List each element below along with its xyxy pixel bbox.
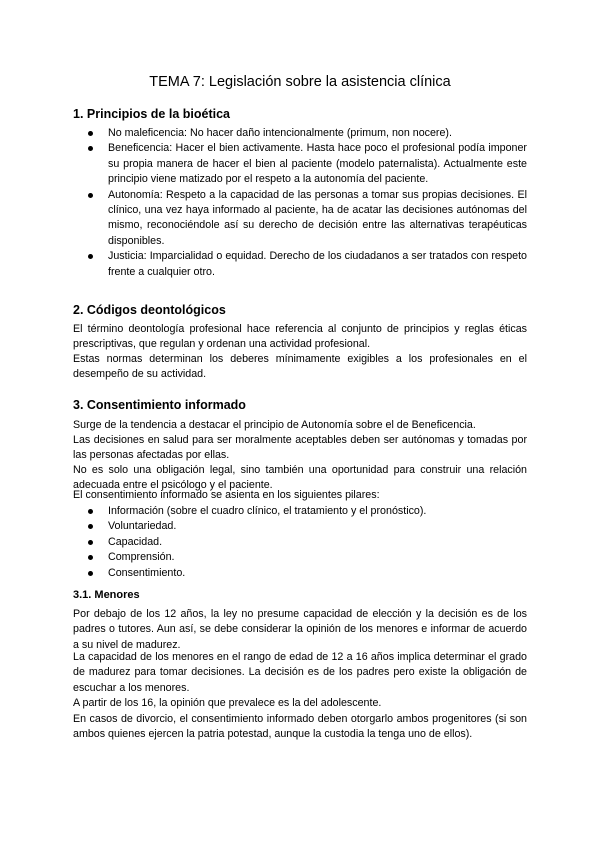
list-item (73, 519, 527, 534)
list-item (73, 188, 527, 250)
list-item (73, 249, 527, 280)
paragraph: En casos de divorcio, el consentimiento informado deben otorgarlo ambos progenitores (si son ambos quienes ejercen la patria potestad, aunque la custodia la tenga uno de ellos). (73, 713, 527, 741)
bullet-icon (88, 571, 93, 576)
paragraph: Por debajo de los 12 años, la ley no presume capacidad de elección y la decisión es de los padres o tutores. Aun así, se debe considerar la opinión de los menores e informar de acuerdo a su nivel de madurez. (73, 608, 527, 651)
list-item (73, 141, 527, 187)
bullet-icon (88, 254, 93, 259)
list-item (73, 504, 527, 519)
bioethics-principles-list (73, 126, 527, 280)
page-title: TEMA 7: Legislación sobre la asistencia clínica (149, 74, 451, 90)
list-item (73, 535, 527, 550)
list-item (73, 126, 527, 141)
bullet-icon (88, 193, 93, 198)
subsection-heading-menores: 3.1. Menores (73, 589, 140, 601)
bullet-icon (88, 524, 93, 529)
list-item-text: Información (sobre el cuadro clínico, el tratamiento y el pronóstico). (108, 505, 427, 517)
paragraph: Surge de la tendencia a destacar el principio de Autonomía sobre el de Beneficencia. (73, 419, 476, 431)
list-item-text: Autonomía: Respeto a la capacidad de las personas a tomar sus propias decisiones. El clínico, una vez haya informado al paciente, ha de acatar las decisiones autónomas del mismo, reconociéndole así su derecho de decisión entre las alternativas terapéuticas disponibles. (108, 188, 527, 247)
section-heading-consentimiento: 3. Consentimiento informado (73, 398, 246, 412)
list-item (73, 550, 527, 565)
bullet-icon (88, 131, 93, 136)
bullet-icon (88, 146, 93, 151)
paragraph: A partir de los 16, la opinión que prevalece es la del adolescente. (73, 697, 382, 709)
list-item-text: Comprensión. (108, 551, 175, 564)
list-item-text: Consentimiento. (108, 566, 186, 579)
bullet-icon (88, 555, 93, 560)
bullet-icon (88, 509, 93, 514)
paragraph: El término deontología profesional hace referencia al conjunto de principios y reglas éticas prescriptivas, que regulan y ordenan una actividad profesional. (73, 323, 527, 351)
paragraph: Las decisiones en salud para ser moralmente aceptables deben ser autónomas y tomadas por las personas afectadas por ellas. (73, 434, 527, 462)
paragraph: El consentimiento informado se asienta en los siguientes pilares: (73, 489, 380, 501)
section-heading-bioetica: 1. Principios de la bioética (73, 107, 230, 121)
list-item (73, 566, 527, 581)
paragraph: No es solo una obligación legal, sino también una oportunidad para construir una relación adecuada entre el psicólogo y el paciente. (73, 464, 527, 492)
list-item-text: Justicia: Imparcialidad o equidad. Derecho de los ciudadanos a ser tratados con respeto frente a cualquier otro. (108, 250, 527, 278)
paragraph: La capacidad de los menores en el rango de edad de 12 a 16 años implica determinar el grado de madurez para tomar decisiones. La decisión es de los padres pero existe la obligación de escuchar a los menores. (73, 651, 527, 694)
list-item-text: Voluntariedad. (108, 520, 177, 533)
bullet-icon (88, 540, 93, 545)
list-item-text: Beneficencia: Hacer el bien activamente. Hasta hace poco el profesional podía imponer su propia manera de hacer el bien al paciente (modelo paternalista). Actualmente este principio viene matizado por el respeto a la autonomía del paciente. (108, 142, 527, 186)
paragraph: Estas normas determinan los deberes mínimamente exigibles a los profesionales en el desempeño de su actividad. (73, 353, 527, 381)
list-item-text: No maleficencia: No hacer daño intencionalmente (primum, non nocere). (108, 127, 452, 139)
section-heading-deontologicos: 2. Códigos deontológicos (73, 303, 226, 317)
list-item-text: Capacidad. (108, 535, 163, 548)
pillars-list (73, 504, 527, 581)
